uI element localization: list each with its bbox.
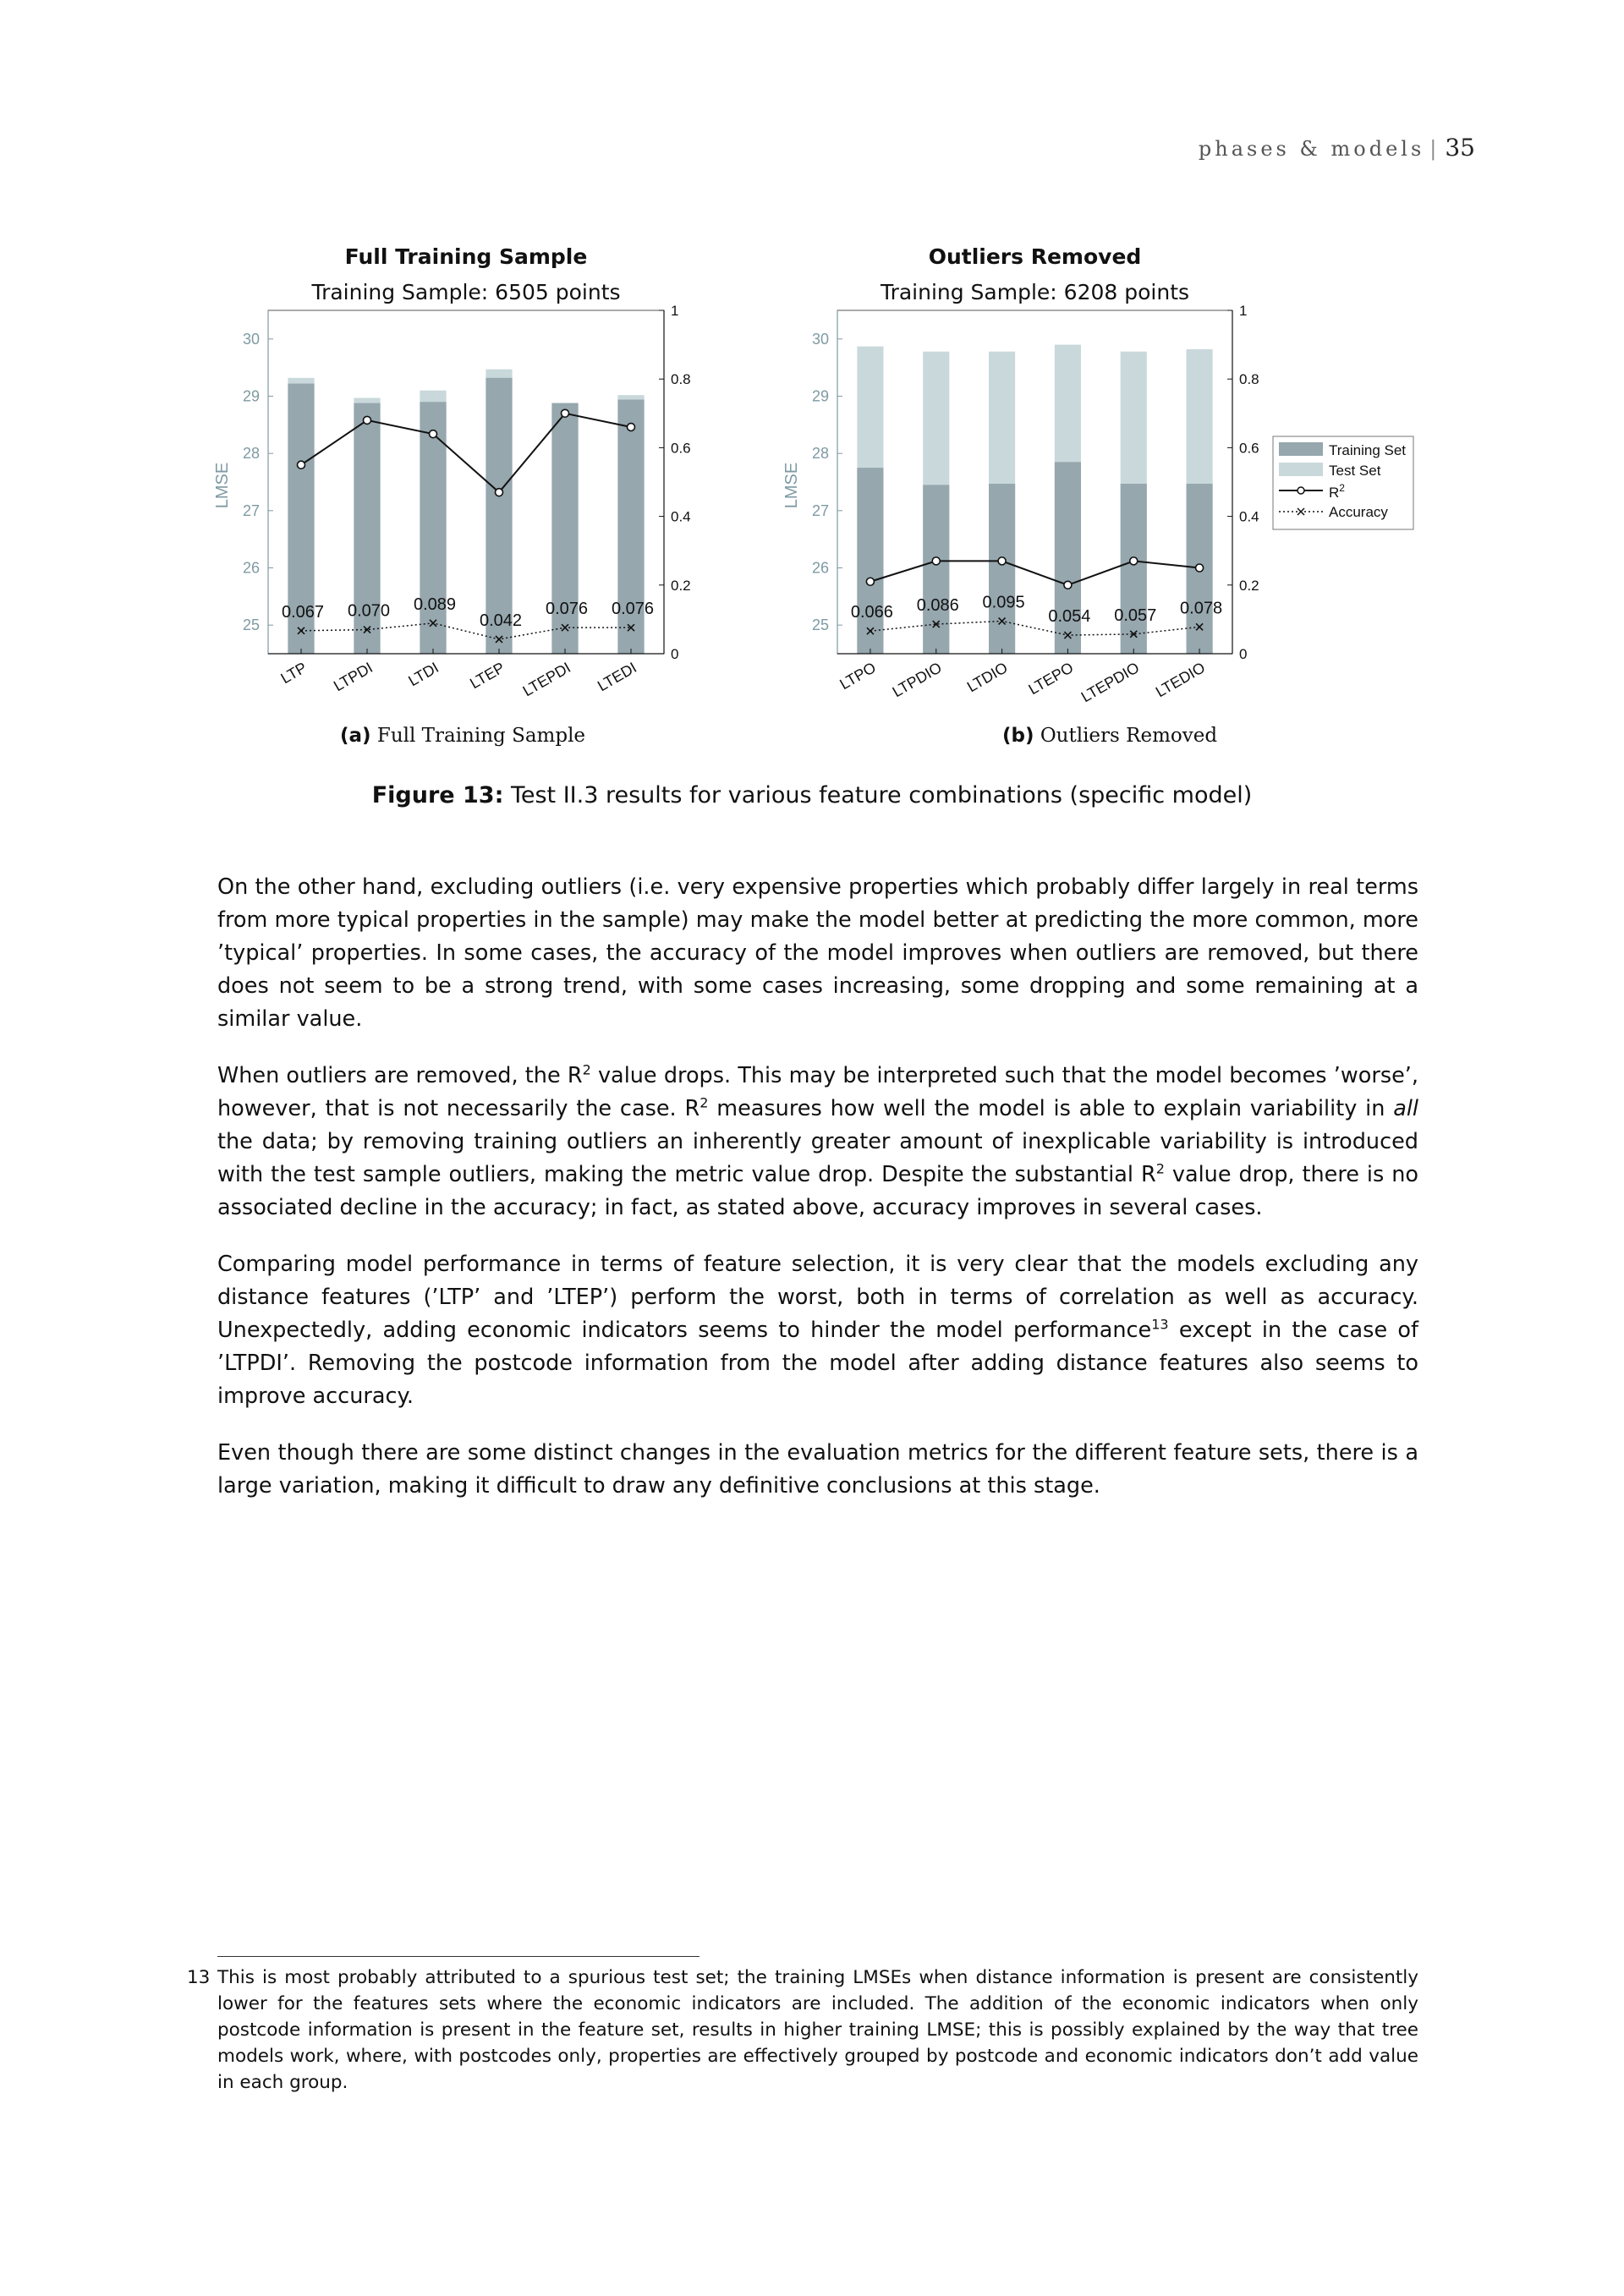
- y-axis-label: LMSE: [782, 462, 801, 509]
- chart-1: [213, 244, 691, 699]
- r2-marker: [866, 578, 874, 585]
- p2-part-e: value drop, there is no associated decline in the accuracy; in fact, as stated above, accuracy improves in several cases.: [217, 1162, 1419, 1220]
- paragraph-1: On the other hand, excluding outliers (i.e. very expensive properties which probably differ largely in real terms from more typical properties in the sample) may make the model better at predicting the more common, more ’typical’ properties. In some cases, the accuracy of the model improves when outliers are removed, but there does not seem to be a strong trend, with some cases increasing, some dropping and some remaining at a similar value.: [217, 874, 1418, 1032]
- r2-marker: [628, 424, 635, 431]
- paragraph-3: [217, 1248, 1418, 1413]
- r2-marker: [1130, 557, 1138, 565]
- x-tick-label: LTEPO: [1025, 659, 1077, 699]
- y-tick-label: 27: [242, 501, 260, 519]
- y2-tick-label: 0.6: [1239, 440, 1259, 457]
- r2-line: [301, 414, 631, 492]
- x-tick-label: LTEDI: [594, 659, 639, 695]
- r2-marker: [496, 489, 503, 496]
- chart-legend: [1273, 436, 1413, 529]
- r2-marker: [430, 430, 437, 438]
- y2-tick-label: 0.2: [1239, 577, 1259, 594]
- accuracy-data-label: 0.095: [982, 593, 1025, 612]
- chart-subtitle: Training Sample: 6505 points: [311, 280, 621, 304]
- x-tick-label: LTPDIO: [889, 659, 945, 701]
- y-tick-label: 25: [811, 616, 829, 634]
- training-set-bar: [857, 468, 883, 654]
- accuracy-data-label: 0.070: [347, 601, 391, 621]
- footnote-number: 13: [187, 1967, 211, 1988]
- x-tick-label: LTDIO: [963, 659, 1011, 696]
- y2-tick-label: 1: [1239, 303, 1248, 319]
- legend-r2-marker: [1298, 487, 1304, 494]
- training-set-bar: [1121, 484, 1147, 654]
- subcaption-b: [1002, 725, 1217, 747]
- plot-frame: [268, 310, 664, 654]
- accuracy-data-label: 0.078: [1180, 599, 1223, 618]
- x-tick-label: LTEPDIO: [1078, 659, 1143, 706]
- legend-label: Test Set: [1329, 463, 1381, 479]
- page-number: 35: [1445, 134, 1475, 162]
- x-tick-label: LTEDIO: [1152, 659, 1209, 701]
- p2-emphasis: all: [1393, 1096, 1418, 1121]
- p2-part-c: measures how well the model is able to explain variability in: [708, 1096, 1394, 1121]
- r2-marker: [562, 409, 569, 417]
- section-title: phases & models: [1198, 137, 1425, 161]
- p2-part-b: value drops. This may be interpreted such that the model becomes ’worse’, however, that is not necessarily the case. R: [217, 1063, 1419, 1121]
- r2-marker: [364, 416, 371, 424]
- figure-caption: [0, 782, 1624, 808]
- p3-part-a: Comparing model performance in terms of feature selection, it is very clear that the models excluding any distance features (’LTP’ and ’LTEP’) perform the worst, both in terms of correlation as well as accuracy. Unexpectedly, adding economic indicators seems to hinder the model performance: [217, 1252, 1418, 1343]
- x-tick-label: LTDI: [405, 659, 442, 690]
- y-tick-label: 25: [242, 616, 260, 634]
- y-tick-label: 30: [242, 330, 260, 348]
- y2-tick-label: 0.4: [671, 508, 691, 525]
- r2-marker: [1064, 581, 1072, 589]
- training-set-bar: [420, 402, 446, 654]
- training-set-bar: [989, 484, 1015, 654]
- paragraph-2: [217, 1060, 1418, 1225]
- x-tick-label: LTPDI: [330, 659, 376, 695]
- legend-superscript: 2: [1339, 482, 1345, 494]
- y2-tick-label: 0.8: [1239, 371, 1259, 388]
- r2-marker: [998, 557, 1006, 565]
- legend-training-swatch: [1279, 442, 1323, 456]
- p3-part-b: except in the case of ’LTPDI’. Removing the postcode information from the model after adding distance features also seems to improve accuracy.: [217, 1318, 1418, 1409]
- accuracy-data-label: 0.086: [916, 596, 959, 616]
- y-tick-label: 26: [811, 559, 829, 577]
- r2-marker: [932, 557, 940, 565]
- figure-caption-label: Figure 13:: [371, 782, 504, 808]
- accuracy-data-label: 0.067: [281, 602, 325, 622]
- accuracy-data-label: 0.042: [479, 611, 523, 630]
- x-tick-label: LTP: [277, 659, 310, 688]
- y-tick-label: 30: [811, 330, 829, 348]
- accuracy-data-label: 0.076: [611, 600, 655, 619]
- accuracy-line: [301, 623, 631, 639]
- footnote-rule: [217, 1956, 700, 1957]
- r2-superscript: 2: [700, 1094, 709, 1111]
- r2-marker: [1196, 564, 1204, 572]
- r2-superscript: 2: [1155, 1160, 1165, 1177]
- plot-frame: [837, 310, 1232, 654]
- chart-subtitle: Training Sample: 6208 points: [880, 280, 1190, 304]
- legend-label: Accuracy: [1329, 504, 1388, 520]
- accuracy-data-label: 0.066: [850, 603, 893, 622]
- footnote-text: This is most probably attributed to a spurious test set; the training LMSEs when distance information is present are consistently lower for the features sets where the economic indicators are included. The addition of the economic indicators when only postcode information is present in the feature set, results in higher training LMSE; this is possibly explained by the way that tree models work, where, with postcodes only, properties are effectively grouped by postcode and economic indicators don’t add value in each group.: [217, 1967, 1418, 2093]
- y2-tick-label: 0.6: [671, 440, 691, 457]
- y2-tick-label: 1: [671, 303, 679, 319]
- footnote-marker[interactable]: 13: [1151, 1316, 1169, 1333]
- accuracy-data-label: 0.054: [1048, 607, 1091, 627]
- header-separator: |: [1429, 137, 1437, 161]
- figure-caption-text: Test II.3 results for various feature combinations (specific model): [510, 782, 1253, 808]
- y-tick-label: 29: [242, 387, 260, 405]
- x-tick-label: LTPO: [837, 659, 879, 693]
- footnote-13: [187, 1964, 1418, 2096]
- chart-2: [782, 244, 1413, 705]
- x-tick-label: LTEPDI: [519, 659, 573, 700]
- r2-line: [870, 561, 1199, 584]
- y-tick-label: 28: [811, 445, 829, 463]
- x-tick-label: LTEP: [467, 659, 508, 693]
- y2-tick-label: 0.4: [1239, 508, 1259, 525]
- paragraph-4: Even though there are some distinct changes in the evaluation metrics for the different feature sets, there is a large variation, making it difficult to draw any definitive conclusions at this stage.: [217, 1440, 1418, 1499]
- y-tick-label: 28: [242, 445, 260, 463]
- p2-part-a: When outliers are removed, the R: [217, 1063, 583, 1088]
- legend-label: $R^2$: [1329, 482, 1345, 501]
- figure-13: [0, 0, 1624, 744]
- body-text: [217, 871, 1418, 1526]
- subcaption-b-text: Outliers Removed: [1040, 725, 1218, 747]
- accuracy-data-label: 0.089: [413, 595, 457, 614]
- subcaption-a-text: Full Training Sample: [376, 725, 586, 747]
- r2-marker: [298, 461, 305, 469]
- accuracy-data-label: 0.076: [545, 600, 589, 619]
- chart-title: Full Training Sample: [344, 244, 588, 269]
- y-tick-label: 26: [242, 559, 260, 577]
- y-axis-label: LMSE: [213, 462, 232, 509]
- subcaption-a-label: (a): [340, 725, 371, 747]
- r2-superscript: 2: [582, 1061, 591, 1078]
- y-tick-label: 29: [811, 387, 829, 405]
- y2-tick-label: 0: [1239, 646, 1248, 662]
- p2-part-d: the data; by removing training outliers an inherently greater amount of inexplicable variability is introduced with the test sample outliers, making the metric value drop. Despite the substantial R: [217, 1129, 1418, 1187]
- training-set-bar: [923, 485, 949, 654]
- subcaption-b-label: (b): [1002, 725, 1034, 747]
- y2-tick-label: 0.8: [671, 371, 691, 388]
- subcaption-a: [340, 725, 585, 747]
- accuracy-data-label: 0.057: [1114, 606, 1157, 625]
- y2-tick-label: 0.2: [671, 577, 691, 594]
- y-tick-label: 27: [811, 501, 829, 519]
- y2-tick-label: 0: [671, 646, 679, 662]
- legend-test-swatch: [1279, 463, 1323, 476]
- chart-title: Outliers Removed: [928, 244, 1142, 269]
- legend-label: Training Set: [1329, 442, 1407, 458]
